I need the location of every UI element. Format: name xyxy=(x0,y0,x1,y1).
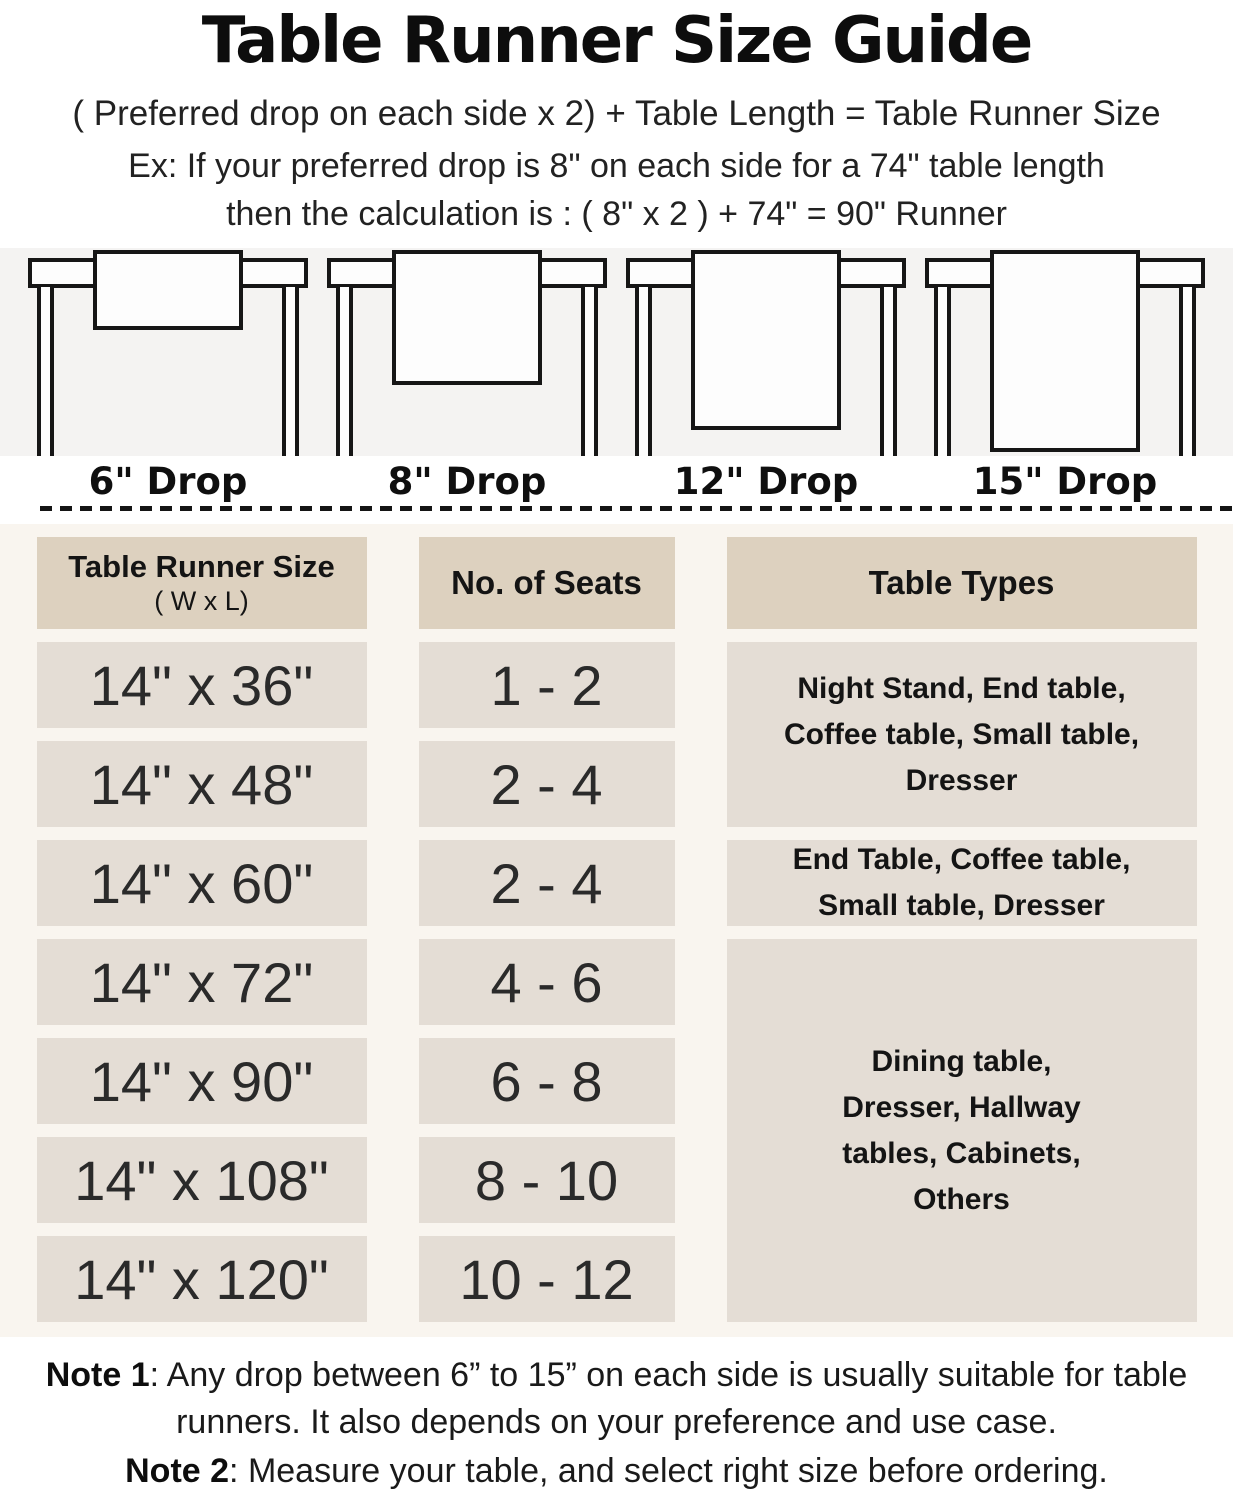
seats-cell: 4 - 6 xyxy=(419,939,675,1025)
table-types-cell: End Table, Coffee table, Small table, Dresser xyxy=(727,840,1197,926)
runner-graphic xyxy=(990,250,1140,452)
seats-cell: 6 - 8 xyxy=(419,1038,675,1124)
table-leg-graphic xyxy=(336,287,353,456)
drop-illustrations xyxy=(0,248,1233,456)
runner-size-cell: 14" x 120" xyxy=(37,1236,367,1322)
runner-graphic xyxy=(392,250,542,385)
table-leg-graphic xyxy=(37,287,54,456)
example-line-2: then the calculation is : ( 8" x 2 ) + 74" = 90" Runner xyxy=(226,195,1007,233)
note-2-text: : Measure your table, and select right size before ordering. xyxy=(229,1452,1108,1490)
drop-label-15in: 15" Drop xyxy=(972,459,1158,503)
drop-label-6in: 6" Drop xyxy=(88,459,248,503)
drop-labels-row xyxy=(0,456,1233,506)
size-guide-table xyxy=(0,537,1233,1322)
header-runner-size-title: Table Runner Size xyxy=(68,549,335,584)
note-1 xyxy=(32,1352,1202,1446)
seats-cell: 8 - 10 xyxy=(419,1137,675,1223)
header-seats: No. of Seats xyxy=(419,537,675,629)
runner-size-cell: 14" x 36" xyxy=(37,642,367,728)
runner-size-cell: 14" x 60" xyxy=(37,840,367,926)
formula-text: ( Preferred drop on each side x 2) + Table Length = Table Runner Size xyxy=(72,94,1161,133)
header-runner-size xyxy=(37,537,367,629)
seats-cell: 1 - 2 xyxy=(419,642,675,728)
runner-size-cell: 14" x 72" xyxy=(37,939,367,1025)
runner-graphic xyxy=(93,250,243,330)
table-types-cell: Night Stand, End table, Coffee table, Small table, Dresser xyxy=(727,642,1197,827)
drop-label-12in: 12" Drop xyxy=(673,459,859,503)
table-types-cell: Dining table, Dresser, Hallway tables, Cabinets, Others xyxy=(727,939,1197,1322)
table-leg-graphic xyxy=(581,287,598,456)
dashed-divider xyxy=(40,506,1233,511)
drop-label-8in: 8" Drop xyxy=(387,459,547,503)
seats-cell: 10 - 12 xyxy=(419,1236,675,1322)
seats-cell: 2 - 4 xyxy=(419,840,675,926)
seats-cell: 2 - 4 xyxy=(419,741,675,827)
table-illustration-8in xyxy=(327,250,607,456)
table-illustration-6in xyxy=(28,250,308,456)
table-leg-graphic xyxy=(880,287,897,456)
runner-graphic xyxy=(691,250,841,430)
table-leg-graphic xyxy=(1179,287,1196,456)
header-table-types: Table Types xyxy=(727,537,1197,629)
note-2 xyxy=(32,1448,1202,1495)
table-illustration-15in xyxy=(925,250,1205,456)
runner-size-cell: 14" x 48" xyxy=(37,741,367,827)
size-table-section xyxy=(0,524,1233,1337)
runner-size-cell: 14" x 90" xyxy=(37,1038,367,1124)
note-1-label: Note 1 xyxy=(45,1356,150,1394)
table-leg-graphic xyxy=(282,287,299,456)
note-2-label: Note 2 xyxy=(125,1452,230,1490)
table-leg-graphic xyxy=(934,287,951,456)
header-runner-size-sub: ( W x L) xyxy=(154,586,249,616)
runner-size-cell: 14" x 108" xyxy=(37,1137,367,1223)
page-title: Table Runner Size Guide xyxy=(201,4,1032,78)
table-illustration-12in xyxy=(626,250,906,456)
example-line-1: Ex: If your preferred drop is 8" on each side for a 74" table length xyxy=(128,147,1105,185)
note-1-text: : Any drop between 6” to 15” on each side is usually suitable for table runners. It also depends on your preference and use case. xyxy=(149,1356,1188,1441)
table-leg-graphic xyxy=(635,287,652,456)
